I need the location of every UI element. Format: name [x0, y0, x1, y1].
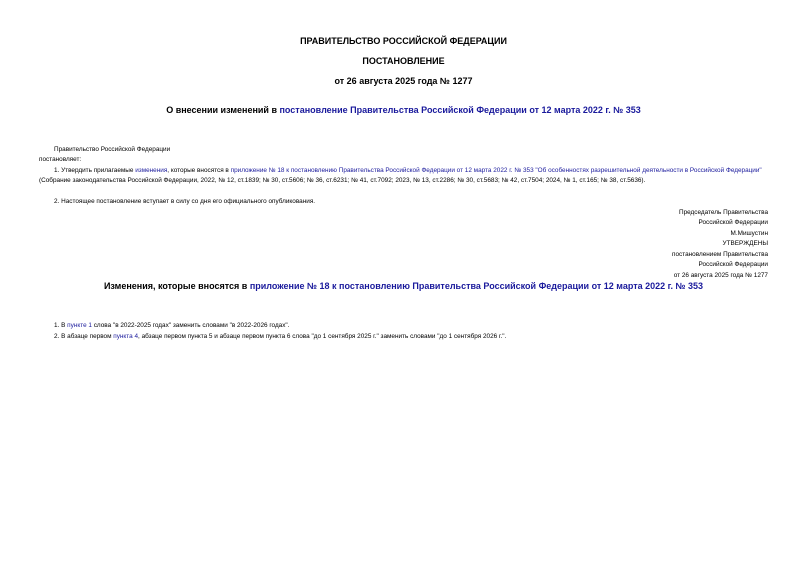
- approval-line-2: постановлением Правительства: [672, 251, 768, 258]
- p1-text-1: 1. Утвердить прилагаемые: [54, 167, 136, 174]
- changes-title: [0, 281, 807, 292]
- changes-title-link[interactable]: приложение № 18 к постановлению Правительства Российской Федерации от 12 марта 2022 г. № 353: [249, 281, 704, 291]
- change-2-text-1: 2. В абзаце первом: [54, 333, 114, 340]
- signature-title-line-2: Российской Федерации: [698, 219, 768, 226]
- change-2-link[interactable]: пункта 4: [113, 333, 139, 340]
- approval-line-3: Российской Федерации: [698, 261, 768, 268]
- p1-link-appendix[interactable]: приложение № 18 к постановлению Правительства Российской Федерации от 12 марта 2022 г. № 353 "Об особенностях разрешительной деятельности в Российской Федерации": [230, 167, 762, 174]
- title-link[interactable]: постановление Правительства Российской Федерации от 12 марта 2022 г. № 353: [279, 105, 641, 115]
- p1-text-3: (Собрание законодательства Российской Федерации, 2022, № 12, ст.1839; № 30, ст.5606; № 36, ст.6231; № 41, ст.7092; 2023, № 13, ст.2286; № 30, ст.5683; № 42, ст.7504; 2024, № 1, ст.165; № 38, ст.5636).: [39, 177, 646, 184]
- government-heading: ПРАВИТЕЛЬСТВО РОССИЙСКОЙ ФЕДЕРАЦИИ: [300, 36, 507, 46]
- change-1-link[interactable]: пункте 1: [67, 322, 92, 329]
- intro-line-1: Правительство Российской Федерации: [54, 146, 171, 153]
- change-2-text-2: , абзаце первом пункта 5 и абзаце первом пункта 6 слова "до 1 сентября 2025 г." заменить словами "до 1 сентября 2026 г.".: [138, 333, 507, 340]
- doc-type-heading: ПОСТАНОВЛЕНИЕ: [362, 56, 445, 66]
- changes-title-prefix: Изменения, которые вносятся в: [103, 281, 250, 291]
- paragraph-1: [39, 166, 769, 186]
- change-1-text-2: слова "в 2022-2025 годах" заменить словами "в 2022-2026 годах".: [91, 322, 290, 329]
- change-1-text-1: 1. В: [54, 322, 68, 329]
- document-title: [0, 105, 807, 116]
- date-number-heading: от 26 августа 2025 года № 1277: [334, 76, 473, 86]
- approval-line-4: от 26 августа 2025 года № 1277: [673, 272, 768, 279]
- signature-title-line-1: Председатель Правительства: [679, 209, 768, 216]
- intro-line-2: постановляет:: [39, 156, 82, 163]
- p1-text-2: , которые вносятся в: [167, 167, 231, 174]
- paragraph-2: 2. Настоящее постановление вступает в силу со дня его официального опубликования.: [54, 198, 316, 205]
- change-item-1: [54, 321, 289, 331]
- change-item-2: [54, 332, 506, 342]
- p1-link-changes[interactable]: изменения: [135, 167, 168, 174]
- signature-name: М.Мишустин: [730, 230, 768, 237]
- title-prefix: О внесении изменений в: [166, 105, 280, 115]
- approval-line-1: УТВЕРЖДЕНЫ: [722, 240, 768, 247]
